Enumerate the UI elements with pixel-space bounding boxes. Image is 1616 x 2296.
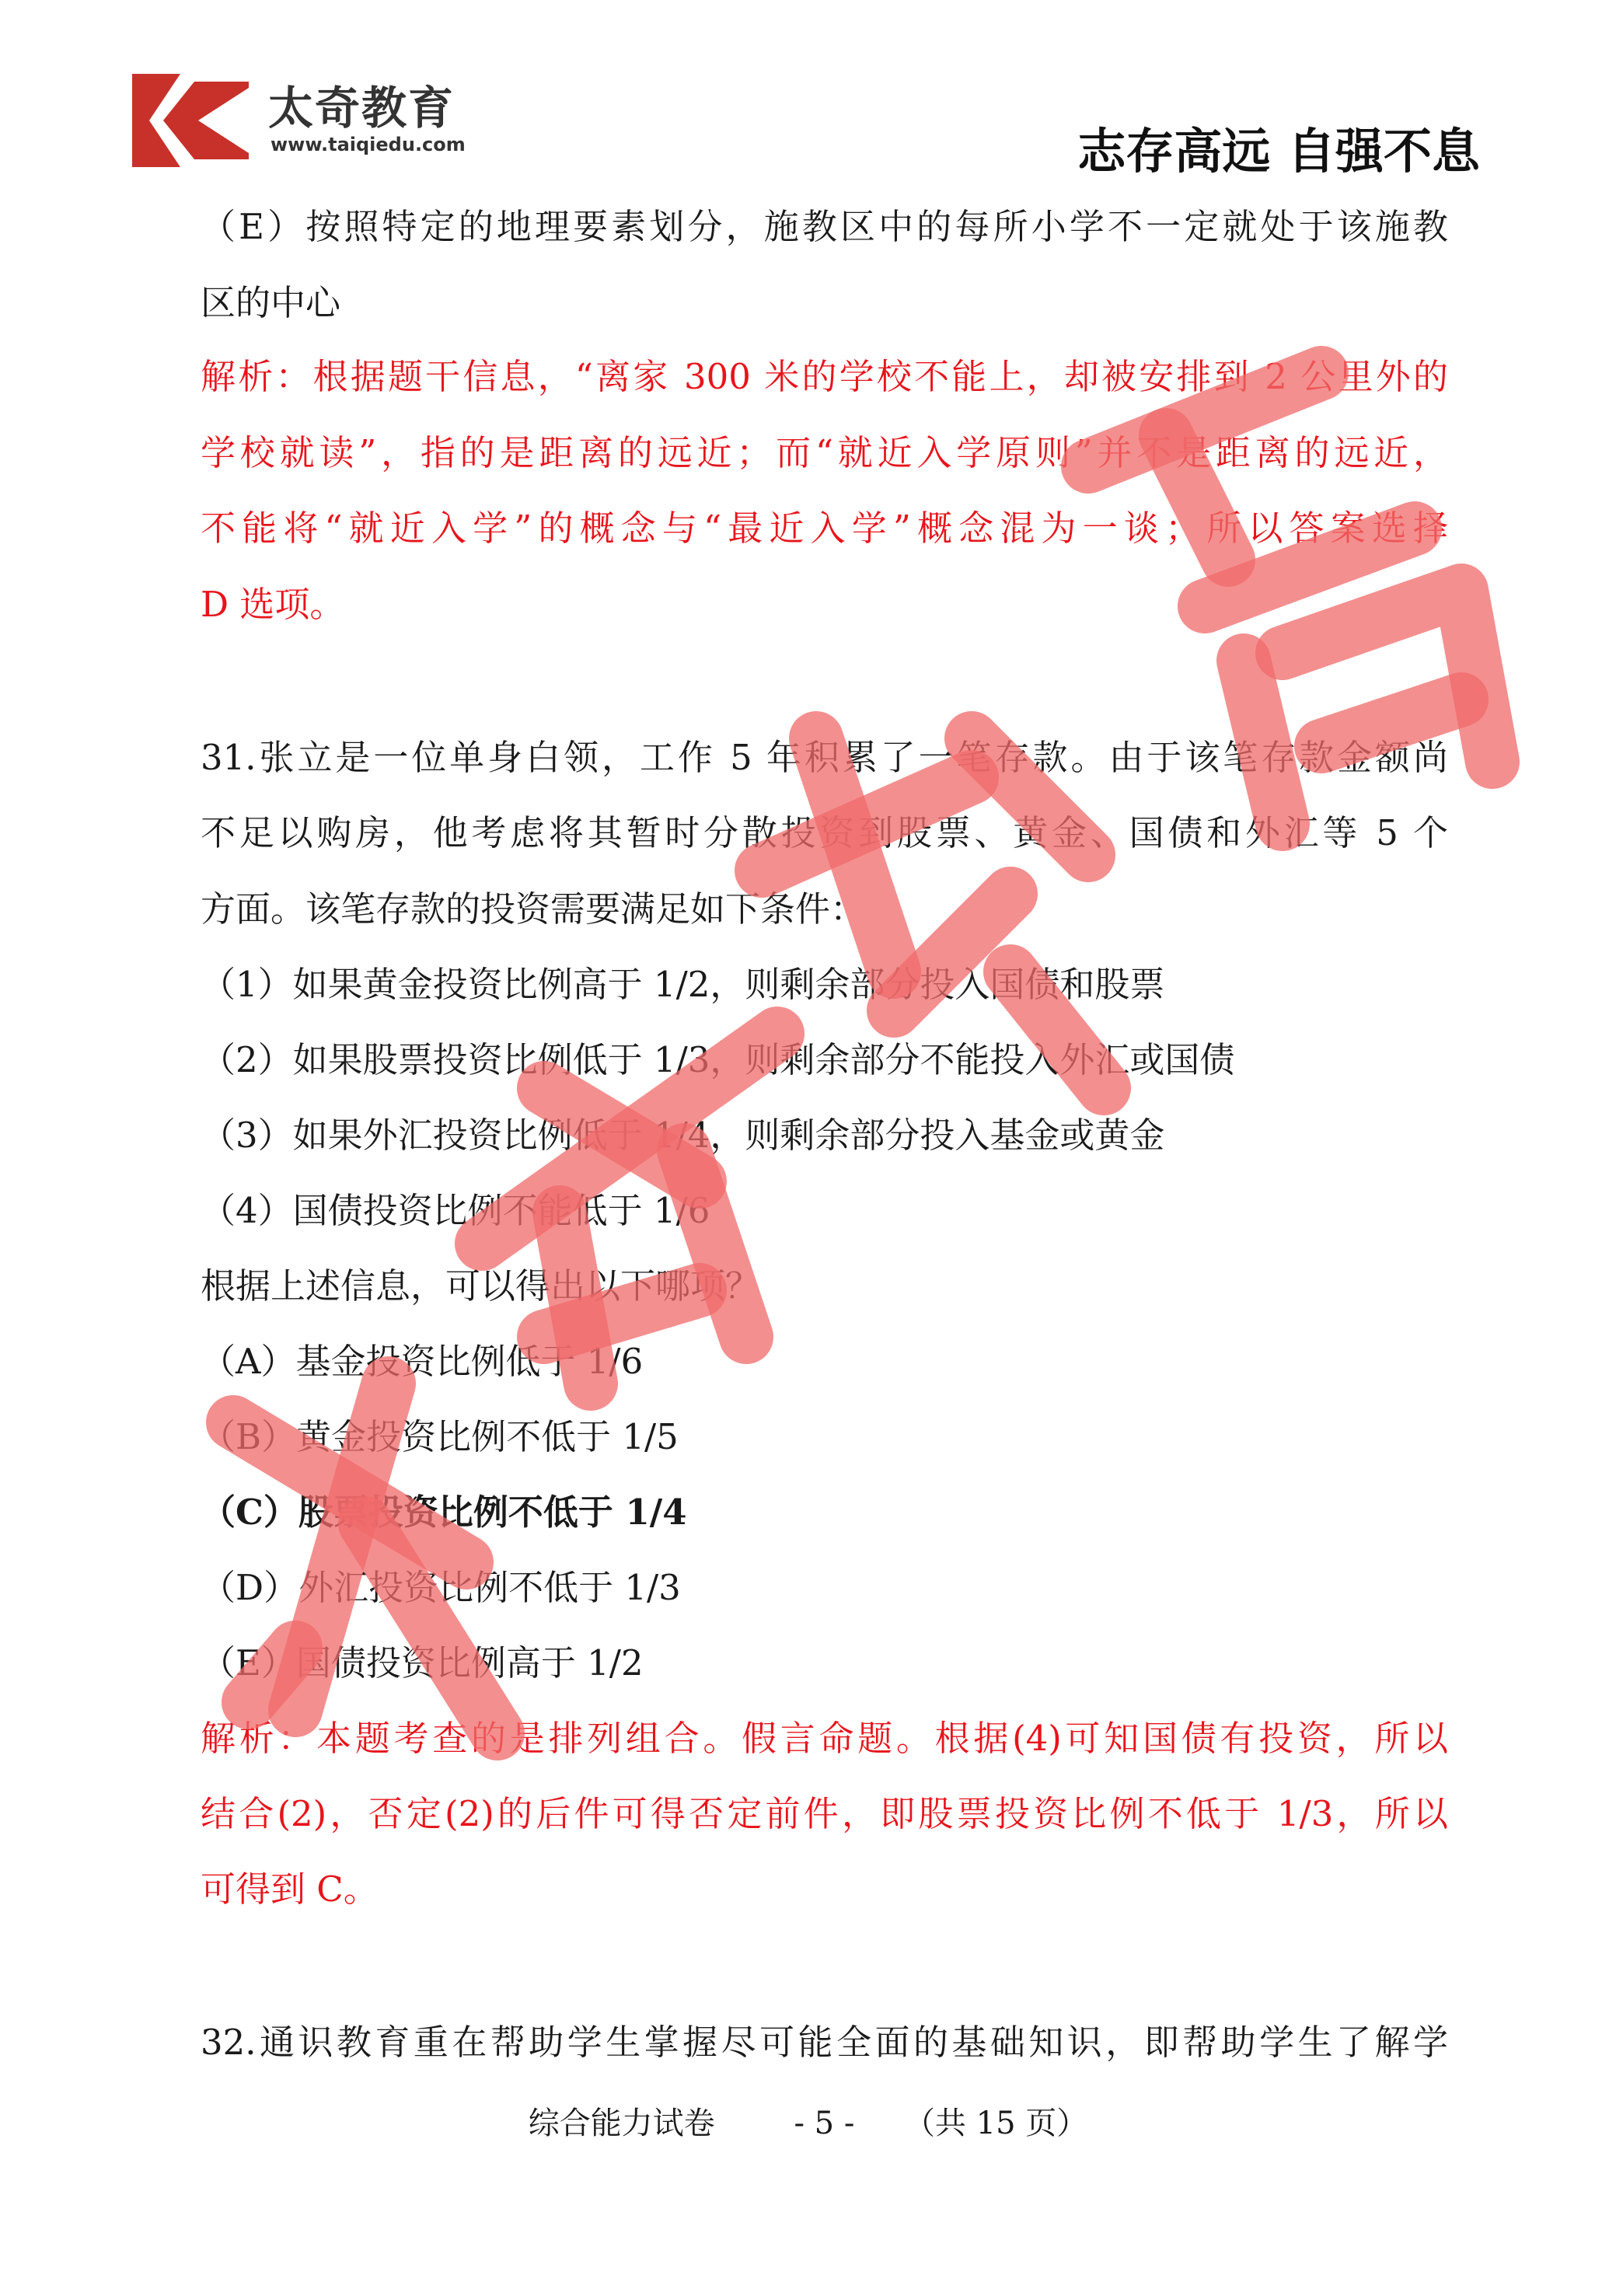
taiqi-logo-icon: [132, 74, 249, 167]
q31-option-e: （E）国债投资比例高于 1/2: [201, 1642, 644, 1684]
footer-exam-name: 综合能力试卷: [528, 2106, 715, 2141]
q31-condition: （1）如果黄金投资比例高于 1/2，则剩余部分投入国债和股票: [201, 964, 1165, 1005]
prev-analysis-line: 不能将“就近入学”的概念与“最近入学”概念混为一谈；所以答案选择: [201, 508, 1448, 549]
q31-condition: （4）国债投资比例不能低于 1/6: [201, 1190, 710, 1231]
prev-option-e-line2: 区的中心: [201, 282, 341, 323]
q31-question: 根据上述信息，可以得出以下哪项？: [201, 1265, 761, 1307]
q31-condition: （2）如果股票投资比例低于 1/3，则剩余部分不能投入外汇或国债: [201, 1039, 1235, 1080]
logo-url: www.taiqiedu.com: [270, 134, 466, 155]
q31-option-b: （B）黄金投资比例不低于 1/5: [201, 1416, 679, 1457]
q31-condition: （3）如果外汇投资比例低于 1/4，则剩余部分投入基金或黄金: [201, 1115, 1165, 1156]
q31-analysis-line: 可得到 C。: [201, 1869, 379, 1910]
motto: 志存高远 自强不息: [1077, 123, 1480, 180]
page-footer: [0, 2099, 1616, 2143]
q31-option-c-correct: （C）股票投资比例不低于 1/4: [201, 1492, 687, 1533]
prev-option-e-line1: （E）按照特定的地理要素划分，施教区中的每所小学不一定就处于该施教: [201, 206, 1448, 247]
q31-stem-line: 不足以购房，他考虑将其暂时分散投资到股票、黄金、国债和外汇等 5 个: [201, 812, 1448, 853]
q32-stem-line: 32.通识教育重在帮助学生掌握尽可能全面的基础知识，即帮助学生了解学: [201, 2022, 1448, 2063]
prev-analysis-line: 学校就读”，指的是距离的远近；而“就近入学原则”并不是距离的远近，: [201, 432, 1448, 473]
q31-analysis-line: 结合(2)，否定(2)的后件可得否定前件，即股票投资比例不低于 1/3，所以: [201, 1793, 1448, 1834]
logo-name: 太奇教育: [268, 82, 455, 134]
q31-option-a: （A）基金投资比例低于 1/6: [201, 1341, 644, 1382]
q31-stem-line: 31.张立是一位单身白领，工作 5 年积累了一笔存款。由于该笔存款金额尚: [201, 737, 1448, 778]
footer-total-pages: （共 15 页）: [903, 2106, 1088, 2141]
q31-analysis-line: 解析：本题考查的是排列组合。假言命题。根据(4)可知国债有投资，所以: [201, 1718, 1448, 1759]
prev-analysis-line: 解析：根据题干信息，“离家 300 米的学校不能上，却被安排到 2 公里外的: [201, 356, 1448, 397]
footer-page-number: - 5 -: [794, 2106, 855, 2141]
q31-stem-line: 方面。该笔存款的投资需要满足如下条件：: [201, 888, 866, 930]
q31-option-d: （D）外汇投资比例不低于 1/3: [201, 1567, 681, 1608]
prev-analysis-line: D 选项。: [201, 584, 345, 625]
